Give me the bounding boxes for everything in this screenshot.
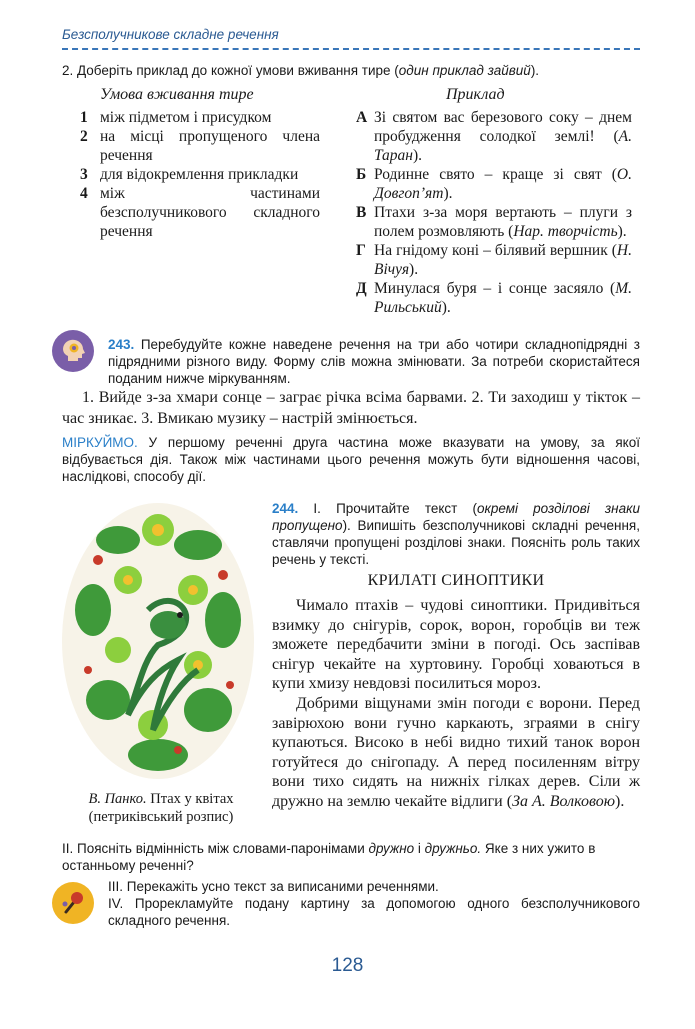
examples-list — [356, 108, 632, 317]
condition-item: 1 між підметом і присудком — [80, 109, 272, 126]
question-2: ІІ. Поясніть відмінність між словами-паронімами дружно і дружньо. Яке з них ужито в останньому реченні? — [62, 841, 596, 873]
text-title: КРИЛАТІ СИНОПТИКИ — [367, 572, 545, 589]
question-3: ІІІ. Перекажіть усно текст за виписаними реченнями. — [108, 879, 439, 894]
petrykivka-painting — [58, 500, 258, 782]
painting-caption: В. Панко. Птах у квітах (петриківський розпис) — [58, 790, 264, 826]
text-paragraph-2: Добрими віщунами змін погоди є ворони. Перед завірюхою вони гучно каркають, зграями в снігу купаються. Високо в небі видно тихий танок ворон готуйтеся до снігопаду. А перед посиленням вітру вони тихо сидять на нижніх гілках дерев. Сіли ж дружно на землю чекайте відлиги (За А. Волковою). — [272, 694, 640, 810]
mirkuimo-hint: МІРКУЙМО. У першому реченні друга частина може вказувати на умову, за якої відбувається дія. Також між частинами цього речення можуть бути відношення часові, наслідкові, способу дії. — [62, 435, 640, 484]
question-4: IV. Прорекламуйте подану картину за допомогою одного безсполучникового складного речення. — [108, 896, 640, 928]
conditions-list — [80, 108, 320, 241]
condition-item: 4 між частинами безсполучникового складного речення — [80, 185, 320, 240]
example-item: Б Родинне свято – краще зі свят (О. Довгоп’ят). — [356, 166, 632, 202]
mirkuimo-label: МІРКУЙМО. — [62, 435, 138, 450]
task2-end: ). — [530, 63, 540, 78]
caption-sub: (петриківський розпис) — [88, 809, 234, 825]
caption-author: В. Панко. — [88, 791, 147, 807]
microphone-icon — [52, 882, 94, 924]
condition-item: 2 на місці пропущеного члена речення — [80, 128, 320, 164]
page-number: 128 — [331, 955, 364, 976]
header-title: Безсполучникове складне речення — [62, 27, 279, 42]
head-thinking-icon — [52, 330, 94, 372]
task2-text: 2. Доберіть приклад до кожної умови вживання тире ( — [62, 63, 399, 78]
task2-italic: один приклад зайвий — [398, 63, 531, 78]
text-body — [272, 596, 640, 812]
text-paragraph-1: Чимало птахів – чудові синоптики. Придивіться взимку до снігурів, сорок, ворон, горобців ви теж зможете передбачити зміни в погоді. Ось заспівав снігур чекайте на хуртовину. Горобці ховаються в купи хмизу невдовзі посилиться мороз. — [272, 597, 640, 693]
task-2-instruction — [62, 62, 652, 79]
exercise-243: 243. Перебудуйте кожне наведене речення на три або чотири складнопідрядні з підрядними різного виду. Форму слів можна змінювати. За потреби скористайтеся поданим нижче міркуванням. — [108, 337, 640, 386]
page-header — [62, 26, 640, 50]
questions-3-4 — [108, 878, 640, 929]
example-item: Д Минулася буря – і сонце засяяло (М. Рильський). — [356, 280, 632, 316]
condition-item: 3 для відокремлення прикладки — [80, 166, 299, 183]
exercise-243-sentences: 1. Вийде з-за хмари сонце – заграє річка всіма барвами. 2. Ти заходиш у тікток – час зникає. 3. Вмикаю музику – настрій змінюється. — [62, 389, 640, 427]
example-item: Г На гнідому коні – білявий вершник (Н. Вічуя). — [356, 242, 632, 278]
conditions-heading: Умова вживання тире — [100, 86, 254, 103]
exercise-243-number: 243. — [108, 337, 135, 352]
example-item: В Птахи з-за моря вертають – плуги з полем розмовляють (Нар. творчість). — [356, 204, 632, 240]
exercise-244: 244. І. Прочитайте текст (окремі розділові знаки пропущено). Випишіть безсполучникові складні речення, ставлячи пропущені розділові знаки. Поясніть роль таких речень у тексті. — [272, 501, 640, 567]
example-item: А Зі святом вас березового соку – днем пробудження солодкої землі! (А. Таран). — [356, 109, 632, 164]
examples-heading: Приклад — [446, 86, 505, 103]
exercise-244-number: 244. — [272, 501, 299, 516]
